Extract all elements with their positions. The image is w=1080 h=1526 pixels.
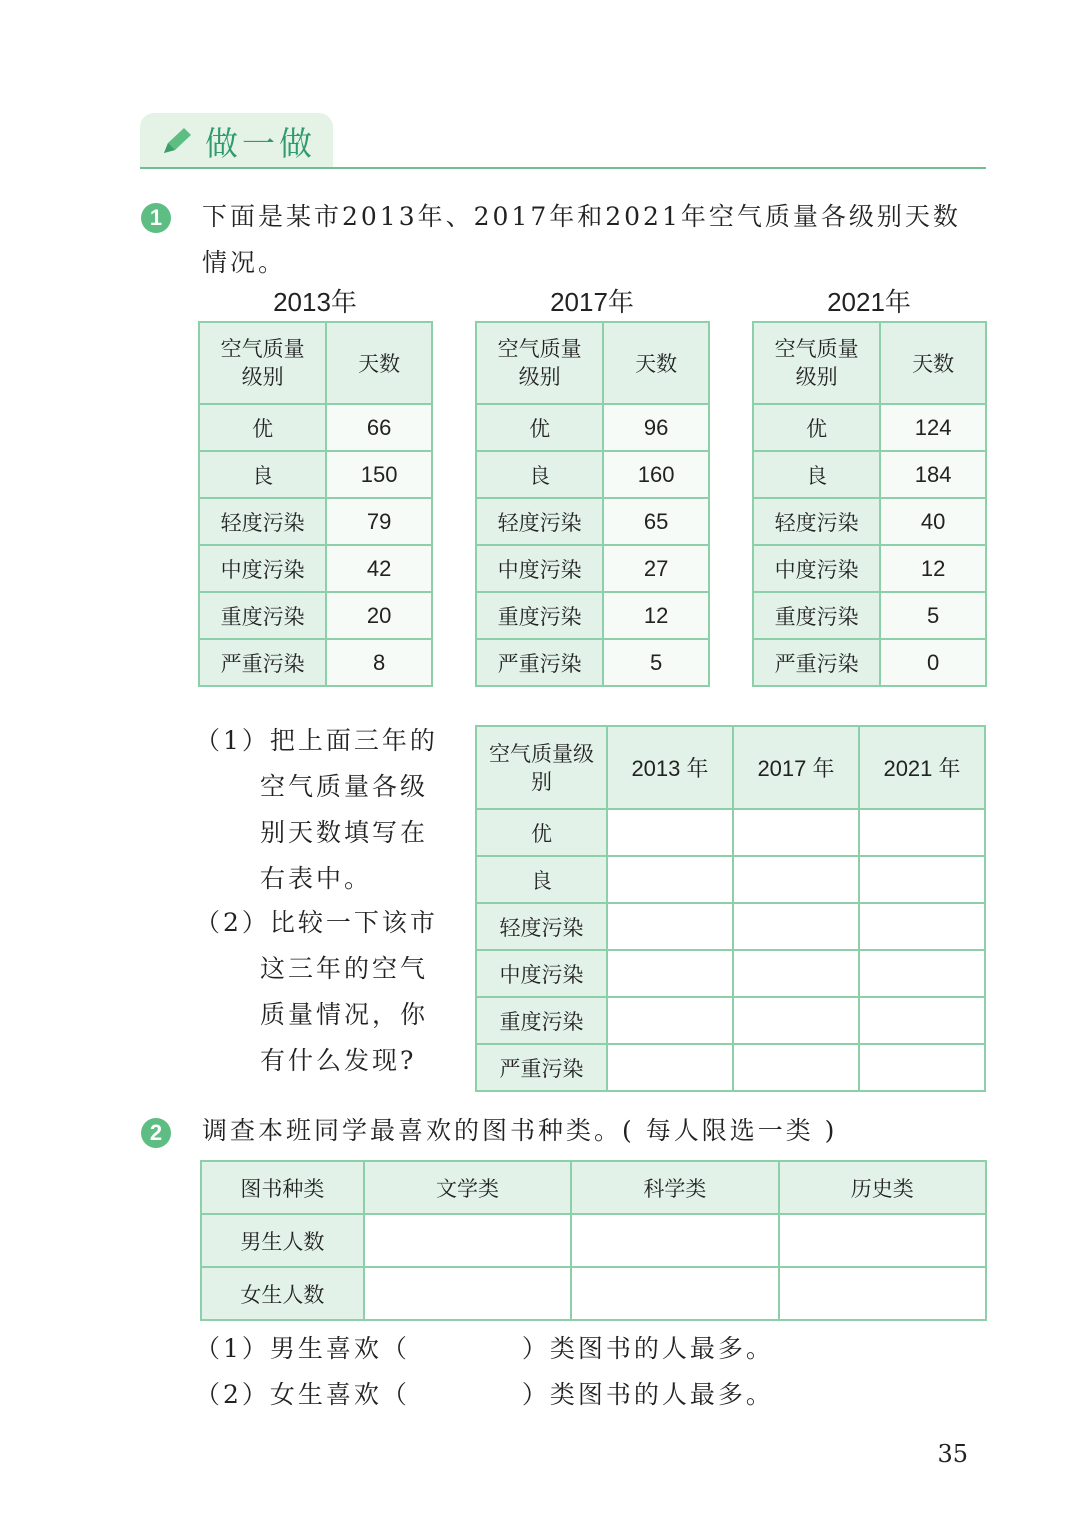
- air-quality-table-2: [752, 321, 987, 687]
- header-cell: 图书种类: [201, 1161, 364, 1214]
- blank-entry-cell[interactable]: [779, 1267, 986, 1320]
- header-days: 天数: [326, 322, 432, 404]
- sub-question-line: （1）把上面三年的: [195, 726, 438, 755]
- header-cell: 科学类: [571, 1161, 778, 1214]
- level-cell: 中度污染: [753, 545, 880, 592]
- sub-question-line: （2）比较一下该市: [195, 908, 438, 937]
- days-cell: 66: [326, 404, 432, 451]
- header-cell: 空气质量级别: [476, 726, 607, 809]
- level-cell: 中度污染: [199, 545, 326, 592]
- sub-question-line: 有什么发现?: [260, 1046, 417, 1075]
- blank-entry-cell[interactable]: [859, 1044, 985, 1091]
- blank-entry-cell[interactable]: [733, 950, 859, 997]
- days-cell: 20: [326, 592, 432, 639]
- header-row: [476, 322, 709, 404]
- blank-entry-cell[interactable]: [733, 1044, 859, 1091]
- level-cell: 轻度污染: [199, 498, 326, 545]
- level-cell: 优: [476, 809, 607, 856]
- table-row: [201, 1267, 986, 1320]
- blank-entry-cell[interactable]: [733, 809, 859, 856]
- days-cell: 79: [326, 498, 432, 545]
- header-row: [753, 322, 986, 404]
- days-cell: 12: [880, 545, 986, 592]
- header-level: 空气质量级别: [199, 322, 326, 404]
- table-row: [199, 498, 432, 545]
- book-survey-table: [200, 1160, 987, 1321]
- row-label: 男生人数: [201, 1214, 364, 1267]
- days-cell: 5: [603, 639, 709, 686]
- level-cell: 重度污染: [476, 997, 607, 1044]
- table-row: [476, 404, 709, 451]
- header-cell: 历史类: [779, 1161, 986, 1214]
- level-cell: 严重污染: [476, 639, 603, 686]
- table-row: [476, 498, 709, 545]
- q2-sub2: （2）女生喜欢（ ）类图书的人最多。: [195, 1380, 774, 1409]
- question-number-1: 1: [141, 203, 171, 233]
- level-cell: 轻度污染: [753, 498, 880, 545]
- level-cell: 良: [476, 451, 603, 498]
- pencil-icon: [160, 125, 194, 157]
- table-row: [476, 903, 985, 950]
- days-cell: 12: [603, 592, 709, 639]
- sub-question-line: 质量情况，你: [260, 1000, 429, 1029]
- days-cell: 40: [880, 498, 986, 545]
- header-days: 天数: [603, 322, 709, 404]
- q2-text: 调查本班同学最喜欢的图书种类。( 每人限选一类 ): [202, 1116, 838, 1145]
- header-row: [476, 726, 985, 809]
- question-number-2: 2: [141, 1118, 171, 1148]
- header-row: [201, 1161, 986, 1214]
- section-title: 做一做: [205, 124, 316, 163]
- level-cell: 良: [199, 451, 326, 498]
- level-cell: 重度污染: [199, 592, 326, 639]
- sub-question-line: 别天数填写在: [260, 818, 429, 847]
- days-cell: 184: [880, 451, 986, 498]
- q1-text: 下面是某市2013年、2017年和2021年空气质量各级别天数: [202, 202, 961, 231]
- days-cell: 160: [603, 451, 709, 498]
- level-cell: 良: [476, 856, 607, 903]
- table-row: [476, 592, 709, 639]
- table-row: [753, 451, 986, 498]
- days-cell: 0: [880, 639, 986, 686]
- table-row: [199, 545, 432, 592]
- days-cell: 65: [603, 498, 709, 545]
- blank-entry-cell[interactable]: [607, 856, 733, 903]
- air-quality-table-1: [475, 321, 710, 687]
- blank-entry-cell[interactable]: [733, 903, 859, 950]
- divider: [140, 167, 986, 169]
- header-level: 空气质量级别: [753, 322, 880, 404]
- summary-table: [475, 725, 986, 1092]
- q2-sub1: （1）男生喜欢（ ）类图书的人最多。: [195, 1334, 774, 1363]
- table-row: [476, 639, 709, 686]
- level-cell: 重度污染: [476, 592, 603, 639]
- table-row: [199, 592, 432, 639]
- sub-question-line: 这三年的空气: [260, 954, 429, 983]
- days-cell: 5: [880, 592, 986, 639]
- blank-entry-cell[interactable]: [859, 856, 985, 903]
- blank-entry-cell[interactable]: [364, 1214, 571, 1267]
- blank-entry-cell[interactable]: [607, 1044, 733, 1091]
- days-cell: 96: [603, 404, 709, 451]
- table-row: [476, 856, 985, 903]
- blank-entry-cell[interactable]: [571, 1267, 778, 1320]
- blank-entry-cell[interactable]: [733, 997, 859, 1044]
- table-row: [476, 997, 985, 1044]
- level-cell: 优: [199, 404, 326, 451]
- blank-entry-cell[interactable]: [859, 950, 985, 997]
- blank-entry-cell[interactable]: [571, 1214, 778, 1267]
- header-cell: 2013 年: [607, 726, 733, 809]
- header-row: [199, 322, 432, 404]
- q1-text-cont: 情况。: [202, 248, 287, 277]
- level-cell: 严重污染: [753, 639, 880, 686]
- table-row: [476, 1044, 985, 1091]
- year-label: 2013年: [273, 287, 357, 317]
- level-cell: 中度污染: [476, 545, 603, 592]
- days-cell: 8: [326, 639, 432, 686]
- days-cell: 42: [326, 545, 432, 592]
- sub-question-line: 右表中。: [260, 864, 373, 893]
- header-level: 空气质量级别: [476, 322, 603, 404]
- blank-entry-cell[interactable]: [859, 997, 985, 1044]
- table-row: [753, 498, 986, 545]
- blank-entry-cell[interactable]: [364, 1267, 571, 1320]
- level-cell: 轻度污染: [476, 498, 603, 545]
- header-cell: 文学类: [364, 1161, 571, 1214]
- table-row: [476, 950, 985, 997]
- blank-entry-cell[interactable]: [733, 856, 859, 903]
- blank-entry-cell[interactable]: [859, 903, 985, 950]
- level-cell: 良: [753, 451, 880, 498]
- blank-entry-cell[interactable]: [607, 997, 733, 1044]
- table-row: [199, 639, 432, 686]
- blank-entry-cell[interactable]: [779, 1214, 986, 1267]
- table-row: [201, 1214, 986, 1267]
- level-cell: 优: [753, 404, 880, 451]
- table-row: [753, 404, 986, 451]
- table-row: [199, 451, 432, 498]
- table-row: [753, 545, 986, 592]
- sub-question-line: 空气质量各级: [260, 772, 429, 801]
- year-label: 2017年: [550, 287, 634, 317]
- table-row: [476, 545, 709, 592]
- header-days: 天数: [880, 322, 986, 404]
- row-label: 女生人数: [201, 1267, 364, 1320]
- days-cell: 150: [326, 451, 432, 498]
- table-row: [753, 592, 986, 639]
- header-cell: 2017 年: [733, 726, 859, 809]
- table-row: [753, 639, 986, 686]
- table-row: [476, 809, 985, 856]
- blank-entry-cell[interactable]: [859, 809, 985, 856]
- year-label: 2021年: [827, 287, 911, 317]
- days-cell: 124: [880, 404, 986, 451]
- level-cell: 轻度污染: [476, 903, 607, 950]
- level-cell: 中度污染: [476, 950, 607, 997]
- level-cell: 严重污染: [199, 639, 326, 686]
- header-cell: 2021 年: [859, 726, 985, 809]
- blank-entry-cell[interactable]: [607, 809, 733, 856]
- page-number: 35: [937, 1440, 968, 1468]
- level-cell: 重度污染: [753, 592, 880, 639]
- table-row: [199, 404, 432, 451]
- blank-entry-cell[interactable]: [607, 950, 733, 997]
- level-cell: 优: [476, 404, 603, 451]
- blank-entry-cell[interactable]: [607, 903, 733, 950]
- table-row: [476, 451, 709, 498]
- days-cell: 27: [603, 545, 709, 592]
- air-quality-table-0: [198, 321, 433, 687]
- level-cell: 严重污染: [476, 1044, 607, 1091]
